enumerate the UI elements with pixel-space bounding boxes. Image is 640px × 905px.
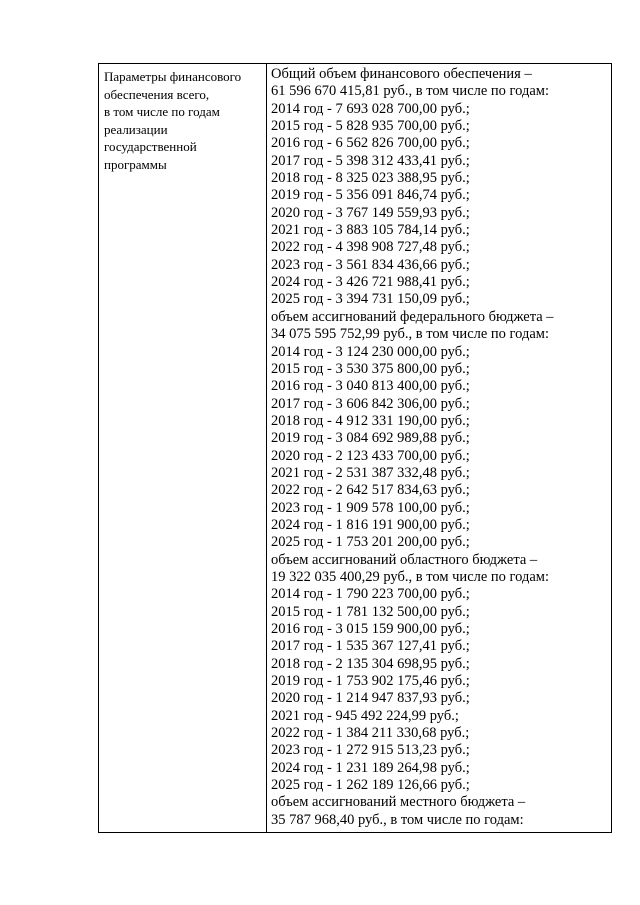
year-amount-line: 2018 год - 8 325 023 388,95 руб.; — [271, 170, 470, 187]
year-amount-line: 2023 год - 3 561 834 436,66 руб.; — [271, 256, 470, 273]
year-amount-line: 2020 год - 1 214 947 837,93 руб.; — [271, 690, 470, 707]
parameter-label-line: обеспечения всего, — [104, 86, 210, 102]
year-amount-line: 2024 год - 3 426 721 988,41 руб.; — [271, 274, 470, 291]
parameter-label-line: государственной — [104, 139, 197, 154]
year-amount-line: 2014 год - 3 124 230 000,00 руб.; — [271, 343, 470, 360]
local-heading-line: 35 787 968,40 руб., в том числе по годам: — [271, 811, 524, 828]
year-amount-line: 2018 год - 4 912 331 190,00 руб.; — [271, 412, 470, 429]
year-amount-line: 2023 год - 1 272 915 513,23 руб.; — [271, 742, 470, 759]
table-row — [99, 64, 612, 833]
parameter-label-line: Параметры финансового — [104, 69, 242, 84]
year-amount-line: 2019 год - 3 084 692 989,88 руб.; — [271, 430, 470, 447]
financing-parameters-table — [98, 63, 612, 833]
parameter-label-cell — [99, 64, 267, 833]
federal-budget-block — [271, 309, 607, 552]
year-amount-line: 2017 год - 1 535 367 127,41 руб.; — [271, 638, 470, 655]
year-amount-line: 2019 год - 5 356 091 846,74 руб.; — [271, 187, 470, 204]
regional-heading-line: 19 322 035 400,29 руб., в том числе по годам: — [271, 568, 549, 585]
year-amount-line: 2015 год - 3 530 375 800,00 руб.; — [271, 360, 470, 377]
year-amount-line: 2023 год - 1 909 578 100,00 руб.; — [271, 499, 470, 516]
year-amount-line: 2014 год - 7 693 028 700,00 руб.; — [271, 100, 470, 117]
year-amount-line: 2017 год - 3 606 842 306,00 руб.; — [271, 395, 470, 412]
parameter-label-line: программы — [104, 156, 167, 172]
year-amount-line: 2021 год - 2 531 387 332,48 руб.; — [271, 464, 470, 481]
year-amount-line: 2019 год - 1 753 902 175,46 руб.; — [271, 673, 470, 690]
year-amount-line: 2016 год - 3 040 813 400,00 руб.; — [271, 378, 470, 395]
year-amount-line: 2014 год - 1 790 223 700,00 руб.; — [271, 586, 470, 603]
year-amount-line: 2016 год - 3 015 159 900,00 руб.; — [271, 621, 470, 637]
year-amount-line: 2024 год - 1 816 191 900,00 руб.; — [271, 516, 470, 533]
total-heading-line: Общий объем финансового обеспечения – — [271, 66, 532, 82]
federal-heading-line: объем ассигнований федерального бюджета – — [271, 308, 554, 325]
year-amount-line: 2021 год - 945 492 224,99 руб.; — [271, 707, 459, 724]
parameter-label-line: реализации — [104, 121, 168, 137]
financing-values-cell — [267, 64, 612, 833]
year-amount-line: 2015 год - 1 781 132 500,00 руб.; — [271, 603, 470, 620]
year-amount-line: 2017 год - 5 398 312 433,41 руб.; — [271, 152, 470, 169]
regional-heading-line: объем ассигнований областного бюджета – — [271, 551, 538, 568]
year-amount-line: 2022 год - 1 384 211 330,68 руб.; — [271, 725, 470, 742]
year-amount-line: 2022 год - 2 642 517 834,63 руб.; — [271, 482, 470, 499]
year-amount-line: 2025 год - 3 394 731 150,09 руб.; — [271, 291, 470, 308]
year-amount-line: 2016 год - 6 562 826 700,00 руб.; — [271, 135, 470, 152]
local-budget-block — [271, 794, 607, 829]
total-heading-line: 61 596 670 415,81 руб., в том числе по годам: — [271, 83, 549, 100]
year-amount-line: 2015 год - 5 828 935 700,00 руб.; — [271, 118, 470, 135]
local-heading-line: объем ассигнований местного бюджета – — [271, 794, 526, 811]
year-amount-line: 2025 год - 1 753 201 200,00 руб.; — [271, 534, 470, 551]
year-amount-line: 2024 год - 1 231 189 264,98 руб.; — [271, 759, 470, 776]
total-financing-block — [271, 66, 607, 309]
year-amount-line: 2018 год - 2 135 304 698,95 руб.; — [271, 655, 470, 672]
year-amount-line: 2020 год - 3 767 149 559,93 руб.; — [271, 204, 470, 221]
federal-heading-line: 34 075 595 752,99 руб., в том числе по годам: — [271, 326, 549, 343]
regional-budget-block — [271, 552, 607, 795]
parameter-label-line: в том числе по годам — [104, 104, 220, 119]
year-amount-line: 2022 год - 4 398 908 727,48 руб.; — [271, 239, 470, 256]
year-amount-line: 2021 год - 3 883 105 784,14 руб.; — [271, 222, 470, 239]
year-amount-line: 2025 год - 1 262 189 126,66 руб.; — [271, 777, 470, 794]
year-amount-line: 2020 год - 2 123 433 700,00 руб.; — [271, 447, 470, 464]
